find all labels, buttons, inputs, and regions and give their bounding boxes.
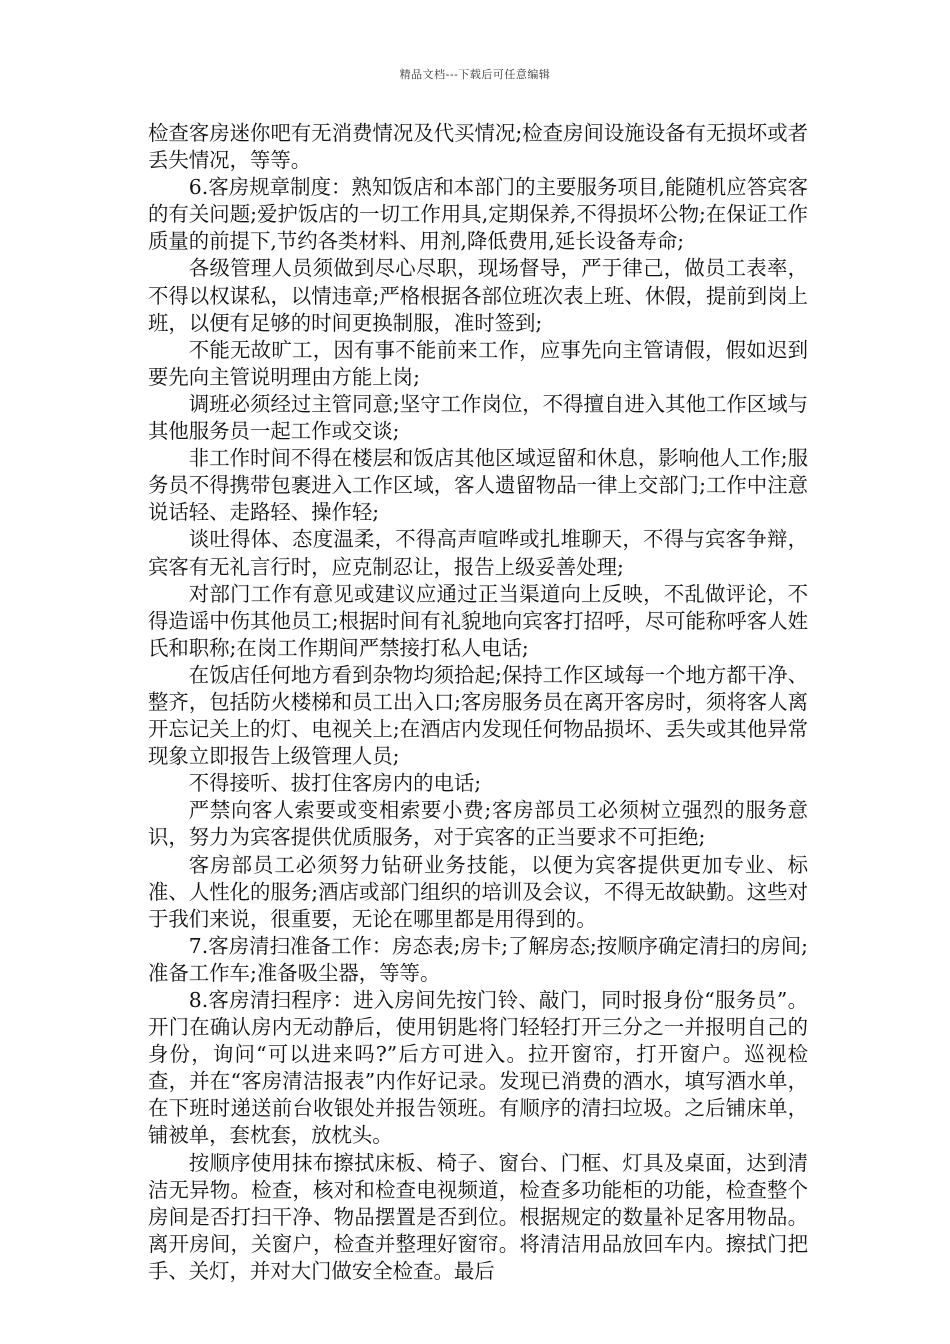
document-body bbox=[148, 120, 808, 1285]
paragraph: 非工作时间不得在楼层和饭店其他区域逗留和休息，影响他人工作;服务员不得携带包裹进入工作区域，客人遗留物品一律上交部门;工作中注意说话轻、走路轻、操作轻; bbox=[148, 446, 808, 525]
paragraph: 在饭店任何地方看到杂物均须拾起;保持工作区域每一个地方都干净、整齐，包括防火楼梯和员工出入口;客房服务员在离开客房时，须将客人离开忘记关上的灯、电视关上;在酒店内发现任何物品损坏、丢失或其他异常现象立即报告上级管理人员; bbox=[148, 662, 808, 769]
paragraph: 不能无故旷工，因有事不能前来工作，应事先向主管请假，假如迟到要先向主管说明理由方能上岗; bbox=[148, 337, 808, 389]
paragraph: 检查客房迷你吧有无消费情况及代买情况;检查房间设施设备有无损坏或者丢失情况，等等。 bbox=[148, 121, 808, 173]
paragraph: 各级管理人员须做到尽心尽职，现场督导，严于律己，做员工表率，不得以权谋私，以情违章;严格根据各部位班次表上班、休假，提前到岗上班，以便有足够的时间更换制服，准时签到; bbox=[148, 256, 808, 335]
paragraph: 不得接听、拔打住客房内的电话; bbox=[188, 771, 482, 796]
paragraph: 7.客房清扫准备工作：房态表;房卡;了解房态;按顺序确定清扫的房间;准备工作车;准备吸尘器，等等。 bbox=[148, 933, 808, 985]
paragraph: 按顺序使用抹布擦拭床板、椅子、窗台、门框、灯具及桌面，达到清洁无异物。检查，核对和检查电视频道，检查多功能柜的功能，检查整个房间是否打扫干净、物品摆置是否到位。根据规定的数量补足客用物品。离开房间，关窗户，检查并整理好窗帘。将清洁用品放回车内。擦拭门把手、关灯，并对大门做安全检查。最后 bbox=[148, 1150, 808, 1283]
paragraph: 对部门工作有意见或建议应通过正当渠道向上反映，不乱做评论，不得造谣中伤其他员工;根据时间有礼貌地向宾客打招呼，尽可能称呼客人姓氏和职称;在岗工作期间严禁接打私人电话; bbox=[148, 581, 808, 660]
paragraph: 8.客房清扫程序：进入房间先按门铃、敲门，同时报身份“服务员”。开门在确认房内无动静后，使用钥匙将门轻轻打开三分之一并报明自己的身份，询问“可以进来吗?”后方可进入。拉开窗帘，打开窗户。巡视检查，并在“客房清洁报表”内作好记录。发现已消费的酒水，填写酒水单，在下班时递送前台收银处并报告领班。有顺序的清扫垃圾。之后铺床单，铺被单，套枕套，放枕头。 bbox=[148, 988, 808, 1148]
paragraph: 谈吐得体、态度温柔，不得高声喧哗或扎堆聊天，不得与宾客争辩，宾客有无礼言行时，应克制忍让，报告上级妥善处理; bbox=[148, 527, 808, 579]
paragraph: 客房部员工必须努力钻研业务技能，以便为宾客提供更加专业、标准、人性化的服务;酒店或部门组织的培训及会议，不得无故缺勤。这些对于我们来说，很重要，无论在哪里都是用得到的。 bbox=[148, 852, 808, 931]
paragraph: 调班必须经过主管同意;坚守工作岗位，不得擅自进入其他工作区域与其他服务员一起工作或交谈; bbox=[148, 391, 808, 444]
page-header: 精品文档---下载后可任意编辑 bbox=[399, 68, 551, 81]
paragraph: 严禁向客人索要或变相索要小费;客房部员工必须树立强烈的服务意识，努力为宾客提供优质服务，对于宾客的正当要求不可拒绝; bbox=[148, 798, 808, 850]
paragraph: 6.客房规章制度：熟知饭店和本部门的主要服务项目,能随机应答宾客的有关问题;爱护饭店的一切工作用具,定期保养,不得损坏公物;在保证工作质量的前提下,节约各类材料、用剂,降低费用,延长设备寿命; bbox=[148, 175, 808, 254]
